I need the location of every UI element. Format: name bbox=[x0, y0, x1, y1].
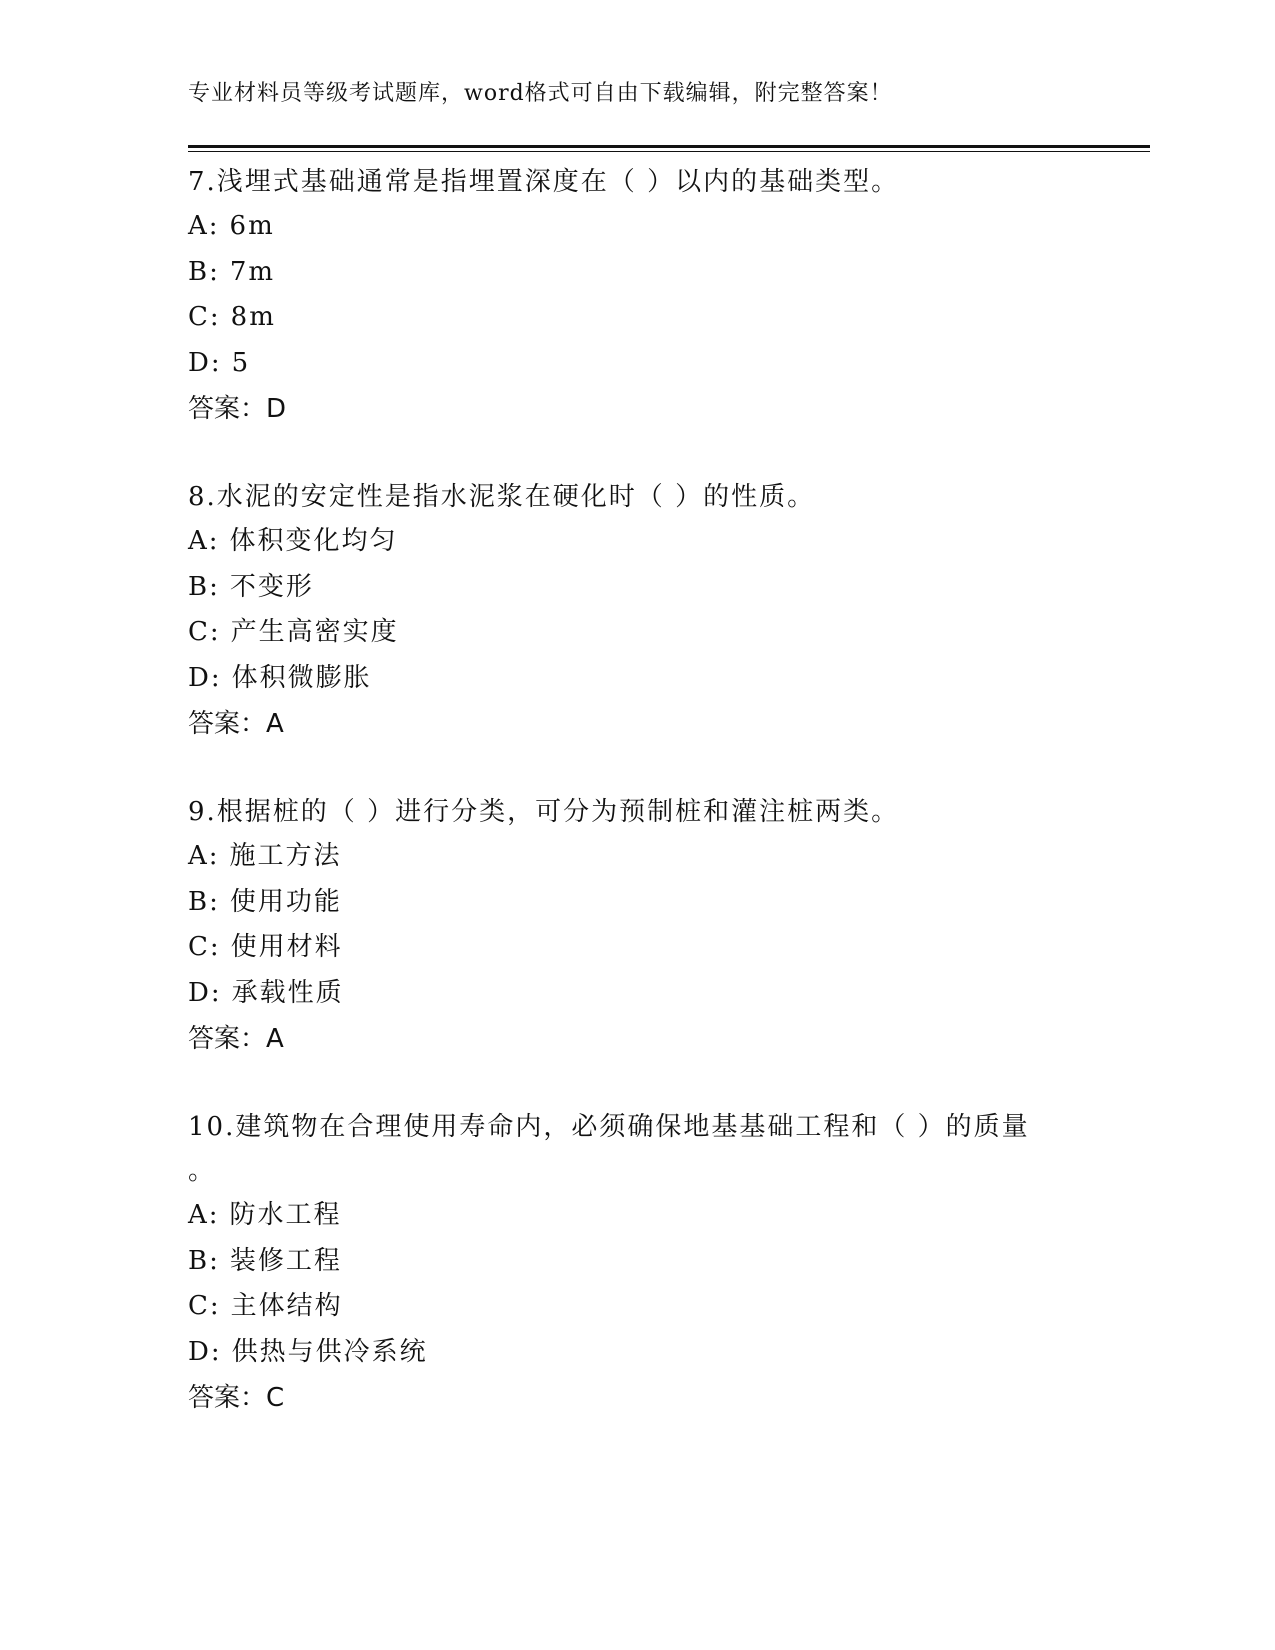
option-text: 使用功能 bbox=[229, 886, 342, 917]
option-a bbox=[188, 204, 1128, 250]
option-text: 承载性质 bbox=[231, 977, 344, 1008]
option-text: 防水工程 bbox=[229, 1200, 342, 1230]
question-stem: 7.浅埋式基础通常是指埋置深度在（ ）以内的基础类型。 bbox=[188, 167, 900, 197]
option-b bbox=[188, 880, 1128, 926]
option-letter: C: bbox=[188, 932, 221, 962]
option-a bbox=[188, 834, 1128, 880]
option-letter: B: bbox=[188, 886, 220, 917]
option-text: 主体结构 bbox=[230, 1291, 343, 1321]
question-stem-continuation: 。 bbox=[188, 1156, 215, 1186]
option-d bbox=[188, 656, 1128, 702]
option-letter: C: bbox=[188, 302, 221, 332]
question-9 bbox=[188, 790, 1128, 1062]
option-letter: A: bbox=[188, 211, 220, 241]
option-b bbox=[188, 565, 1128, 611]
option-text: 产生高密实度 bbox=[230, 617, 399, 647]
option-d bbox=[188, 971, 1128, 1017]
option-text: 8m bbox=[230, 302, 276, 332]
option-letter: D: bbox=[188, 347, 222, 378]
option-a bbox=[188, 519, 1128, 565]
answer: 答案：A bbox=[188, 709, 284, 739]
option-c bbox=[188, 925, 1128, 971]
option-b bbox=[188, 250, 1128, 296]
header-rule-thin bbox=[188, 151, 1150, 152]
answer: 答案：A bbox=[188, 1024, 284, 1054]
question-7 bbox=[188, 160, 1128, 432]
question-10 bbox=[188, 1105, 1128, 1421]
option-text: 体积变化均匀 bbox=[229, 526, 398, 556]
option-text: 7m bbox=[229, 256, 276, 287]
option-d bbox=[188, 341, 1128, 387]
option-letter: C: bbox=[188, 1291, 221, 1321]
option-text: 5 bbox=[231, 347, 251, 378]
option-letter: C: bbox=[188, 617, 221, 647]
question-stem: 8.水泥的安定性是指水泥浆在硬化时（ ）的性质。 bbox=[188, 482, 816, 512]
option-letter: A: bbox=[188, 1200, 220, 1230]
option-letter: B: bbox=[188, 256, 220, 287]
option-text: 施工方法 bbox=[229, 841, 342, 871]
header-rule-thick bbox=[188, 145, 1150, 148]
option-letter: D: bbox=[188, 1336, 222, 1367]
option-text: 使用材料 bbox=[230, 932, 343, 962]
option-letter: B: bbox=[188, 1245, 220, 1276]
option-c bbox=[188, 1284, 1128, 1330]
question-stem: 10.建筑物在合理使用寿命内，必须确保地基基础工程和（ ）的质量 bbox=[188, 1112, 1030, 1142]
option-text: 体积微膨胀 bbox=[231, 662, 372, 693]
option-c bbox=[188, 610, 1128, 656]
option-letter: A: bbox=[188, 526, 220, 556]
option-c bbox=[188, 295, 1128, 341]
option-text: 6m bbox=[229, 211, 275, 241]
option-text: 供热与供冷系统 bbox=[231, 1336, 428, 1367]
option-b bbox=[188, 1239, 1128, 1285]
option-letter: D: bbox=[188, 977, 222, 1008]
option-letter: D: bbox=[188, 662, 222, 693]
header-note: 专业材料员等级考试题库，word格式可自由下载编辑，附完整答案！ bbox=[188, 81, 893, 106]
option-letter: A: bbox=[188, 841, 220, 871]
question-8 bbox=[188, 475, 1128, 747]
option-letter: B: bbox=[188, 571, 220, 602]
option-text: 装修工程 bbox=[229, 1245, 342, 1276]
answer: 答案：D bbox=[188, 394, 287, 424]
option-a bbox=[188, 1193, 1128, 1239]
option-text: 不变形 bbox=[229, 571, 314, 602]
option-d bbox=[188, 1330, 1128, 1376]
question-stem: 9.根据桩的（ ）进行分类，可分为预制桩和灌注桩两类。 bbox=[188, 797, 900, 827]
answer: 答案：C bbox=[188, 1383, 285, 1413]
